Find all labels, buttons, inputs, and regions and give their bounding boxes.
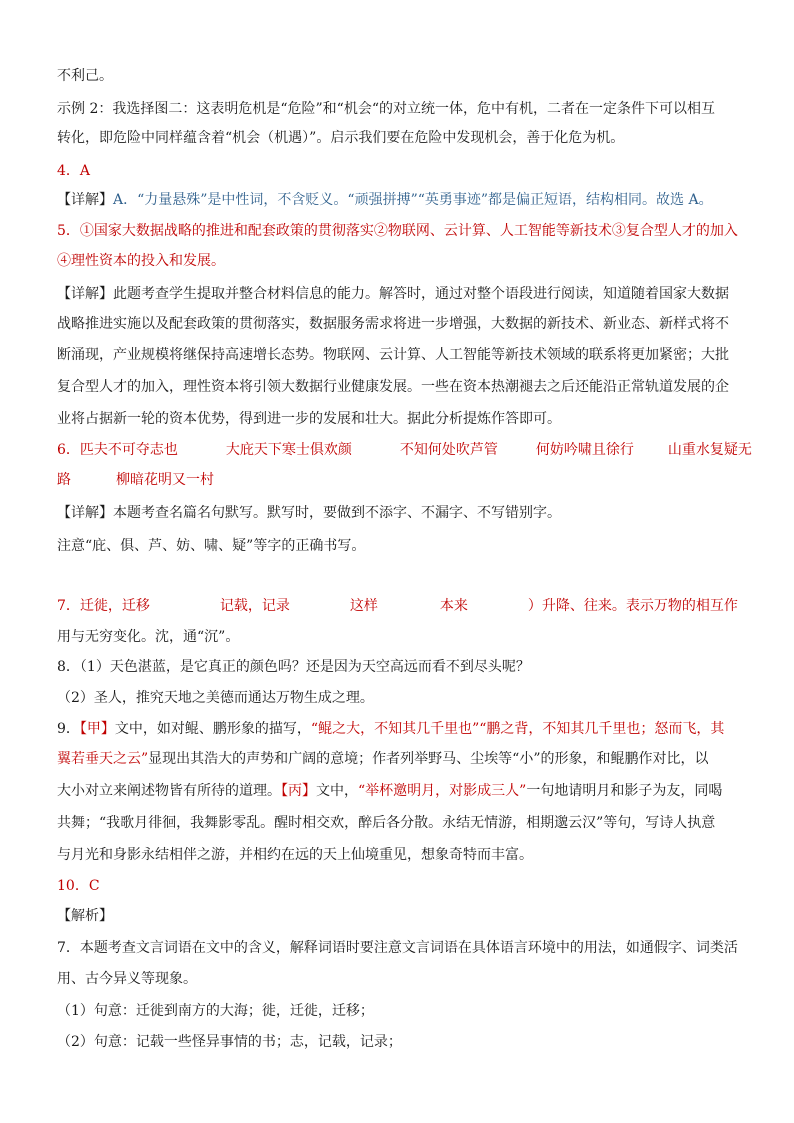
q6-blank-b: 大庇天下寒士俱欢颜	[225, 442, 352, 458]
q6-blank-d: 何妨吟啸且徐行	[535, 442, 634, 458]
detail-tag: 【详解】	[57, 192, 113, 208]
tag-jia: 【甲】	[79, 721, 115, 737]
text-line: 不利己。	[57, 68, 113, 84]
q5-detail: 此题考查学生提取并整合材料信息的能力。解答时，通过对整个语段进行阅读，知道随着国家大数据	[113, 286, 729, 302]
text-line: 示例 2：我选择图二：这表明危机是“危险”和“机会“的对立统一体，危中有机，二者在一定条件下可以相互	[57, 101, 715, 117]
q6-answer	[57, 440, 752, 460]
q5-answer: 5．①国家大数据战略的推进和配套政策的贯彻落实②物联网、云计算、人工智能等新技术③复合型人才的加入	[57, 223, 738, 239]
q5-detail-line	[57, 284, 729, 304]
q4-detail-line	[57, 190, 713, 210]
q9-quote: 翼若垂天之云”	[57, 751, 149, 767]
q6-blank-e-cont: 路	[57, 472, 71, 488]
q9-line	[57, 781, 722, 801]
text-line: 断涌现，产业规模将继保持高速增长态势。物联网、云计算、人工智能等新技术领域的联系将更加紧密；大批	[57, 347, 729, 363]
q8-answer: （2）圣人，推究天地之美德而通达万物生成之理。	[57, 690, 374, 706]
text-line: 共舞；“我歌月徘徊，我舞影零乱。醒时相交欢，醉后各分散。永结无情游，相期邈云汉”等句，写诗人执意	[57, 815, 716, 831]
q10-answer: 10．C	[57, 878, 100, 894]
q4-detail: A．“力量悬殊”是中性词，不含贬义。“顽强拼搏”“英勇事迹”都是偏正短语，结构相同。故选 A。	[113, 192, 713, 208]
q9-quote: “鲲之大，不知其几千里也”“鹏之背，不知其几千里也；怒而飞，其	[310, 721, 725, 737]
q8-answer: 8．（1）天色湛蓝，是它真正的颜色吗？还是因为天空高远而看不到尽头呢？	[57, 659, 530, 675]
q9-text: 大小对立来阐述物皆有所待的道理。	[57, 783, 281, 799]
q6-detail: 本题考查名篇名句默写。默写时，要做到不添字、不漏字、不写错别字。	[113, 505, 561, 521]
q9-text: 一句地请明月和影子为友，同喝	[526, 783, 723, 799]
q6-blank-f: 柳暗花明又一村	[116, 472, 214, 488]
text-line: 7．本题考查文言词语在文中的含义，解释词语时要注意文言词语在具体语言环境中的用法，如通假字、词类活	[57, 940, 738, 956]
q7-blank-c: 这样	[349, 598, 378, 614]
q7-blank-b: 记载，记录	[219, 598, 290, 614]
q9-text: 文中，	[316, 783, 358, 799]
q9-line	[57, 749, 708, 769]
q9-line	[57, 719, 724, 739]
q7-blank-a: 7．迁徙，迁移	[57, 598, 150, 614]
detail-tag: 【详解】	[57, 505, 113, 521]
text-line: 复合型人才的加入，理性资本将引领大数据行业健康发展。一些在资本热潮褪去之后还能沿正常轨道发展的企	[57, 379, 729, 395]
q7-blank-d: 本来	[439, 598, 468, 614]
text-line: 转化，即危险中同样蕴含着“机会（机遇）”。启示我们要在危险中发现机会，善于化危为机。	[57, 130, 625, 146]
q6-answer-cont	[57, 470, 214, 490]
q9-text: 文中，如对鲲、鹏形象的描写，	[114, 721, 311, 737]
q6-blank-a: 匹夫不可夺志也	[79, 442, 178, 458]
q9-quote: “举杯邀明月，对影成三人”	[358, 783, 527, 799]
q6-blank-c: 不知何处吹芦管	[399, 442, 498, 458]
q9-text: 显现出其浩大的声势和广阔的意境；作者列举野马、尘埃等“小”的形象，和鲲鹏作对比，以	[148, 751, 709, 767]
text-line: 与月光和身影永结相伴之游，并相约在远的天上仙境重见，想象奇特而丰富。	[57, 847, 533, 863]
text-line: 注意“庇、俱、芦、妨、啸、疑”等字的正确书写。	[57, 538, 366, 554]
q4-answer: 4．A	[57, 163, 91, 179]
text-line: （2）句意：记载一些怪异事情的书；志，记载，记录；	[57, 1034, 402, 1050]
q6-number: 6．	[57, 442, 80, 458]
analysis-tag: 【解析】	[57, 908, 113, 924]
text-line: 业将占据新一轮的资本优势，得到进一步的发展和壮大。据此分析提炼作答即可。	[57, 411, 561, 427]
text-line: 用、古今异义等现象。	[57, 971, 197, 987]
q7-blank-e: ）升降、往来。表示万物的相互作	[527, 598, 738, 614]
text-line: 战略推进实施以及配套政策的贯彻落实，数据服务需求将进一步增强，大数据的新技术、新业态、新样式将不	[57, 316, 729, 332]
detail-tag: 【详解】	[57, 286, 113, 302]
q5-answer: ④理性资本的投入和发展。	[57, 253, 225, 269]
q6-blank-e: 山重水复疑无	[667, 442, 752, 458]
q6-detail-line	[57, 503, 561, 523]
text-line: 用与无穷变化。沈，通“沉”。	[57, 629, 240, 645]
text-line: （1）句意：迁徙到南方的大海；徙，迁徙，迁移；	[57, 1003, 374, 1019]
q9-number: 9．	[57, 721, 80, 737]
q7-answer	[57, 596, 738, 616]
tag-bing: 【丙】	[281, 783, 316, 799]
